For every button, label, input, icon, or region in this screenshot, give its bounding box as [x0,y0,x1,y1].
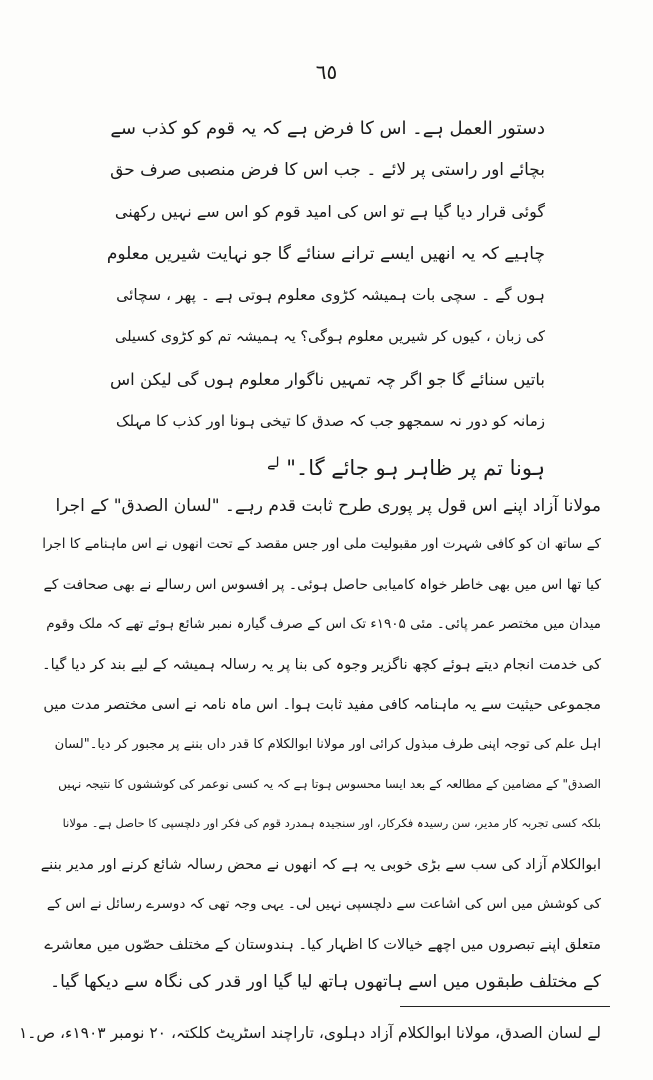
body-line: کیا تھا اس میں بھی خاطر خواہ کامیابی حاصل ہوئی۔ پر افسوس اس رسالے نے بھی صحافت کے [43,577,601,593]
body-line: مجموعی حیثیت سے یہ ماہنامہ کافی مفید ثابت ہوا۔ اس ماہ نامہ نے اسی مختصر مدت میں [43,697,601,713]
page-number: ٦٥ [315,60,338,84]
quote-line-text: ہونا تم پر ظاہر ہو جائے گا۔" [286,456,545,480]
quote-line: چاہیے کہ یہ انھیں ایسے ترانے سنائے گا جو نہایت شیریں معلوم [106,244,545,264]
quote-line: کی زبان ، کیوں کر شیریں معلوم ہوگی؟ یہ ہمیشہ تم کو کڑوی کسیلی [115,329,545,345]
body-line: ابوالکلام آزاد کی سب سے بڑی خوبی یہ ہے کہ انھوں نے محض رسالہ شائع کرنے اور مدیر بننے [40,857,601,873]
quote-line: باتیں سنائے گا جو اگر چہ تمہیں ناگوار معلوم ہوں گی لیکن اس [109,370,545,389]
quote-line: ہوں گے ۔ سچی بات ہمیشہ کڑوی معلوم ہوتی ہے ۔ پھر ، سچائی [116,286,545,304]
body-line: متعلق اپنے تبصروں میں اچھے خیالات کا اظہار کیا۔ ہندوستان کے مختلف حصّوں میں معاشرے [44,937,601,953]
body-text [41,0,601,1080]
body-line: کی کوشش میں اس کی اشاعت سے دلچسپی نہیں لی۔ یہی وجہ تھی کہ دوسرے رسائل نے اس کے [46,896,601,912]
footnote-marker: لے [267,455,280,471]
body-line: کے مختلف طبقوں میں اسے ہاتھوں ہاتھ لیا گیا اور قدر کی نگاہ سے دیکھا گیا۔ [50,972,601,992]
body-line: کی خدمت انجام دیتے ہوئے کچھ ناگزیر وجوہ کی بنا پر یہ رسالہ ہمیشہ کے لیے بند کر دیا گیا۔ [42,657,601,673]
body-line: بلکہ کسی تجربہ کار مدیر، سن رسیدہ فکرکار، اور سنجیدہ ہمدرد قوم کی فکر اور دلچسپی کا حاصل ہے۔ مولانا [62,816,601,830]
quote-line: دستور العمل ہے۔ اس کا فرض ہے کہ یہ قوم کو کذب سے [110,118,545,139]
body-line: مولانا آزاد اپنے اس قول پر پوری طرح ثابت قدم رہے۔ "لسان الصدق" کے اجرا [55,496,601,516]
body-line: میدان میں مختصر عمر پائی۔ مئی ۱۹۰۵ء تک اس کے صرف گیارہ نمبر شائع ہوئے تھے کہ ملک وقوم [46,616,601,632]
body-line: اہل علم کی توجہ اپنی طرف مبذول کرائی اور مولانا ابوالکلام کا قدر داں بننے پر مجبور کر دیا۔"لسان [54,737,601,752]
quote-line: گوئی قرار دیا گیا ہے تو اس کی امید قوم کو اس سے نہیں رکھنی [114,202,545,221]
body-line: الصدق" کے مضامین کے مطالعہ کے بعد ایسا محسوس ہوتا ہے کہ یہ کسی نوعمر کی کوششوں کا نتیجہ نہیں [58,777,601,791]
footnote: لے لسان الصدق، مولانا ابوالکلام آزاد دہلوی، تاراچند اسٹریٹ کلکتہ، ۲۰ نومبر ۱۹۰۳ء، ص۔۱ [18,1024,601,1042]
quote-line: زمانہ کو دور نہ سمجھو جب کہ صدق کا تیخی ہونا اور کذب کا مہلک [116,412,545,430]
body-line: کے ساتھ ان کو کافی شہرت اور مقبولیت ملی اور جس مقصد کے تحت انھوں نے اس ماہنامے کا اجرا [42,536,601,552]
footnote-divider [400,1006,610,1007]
quote-line: بچائے اور راستی پر لائے ۔ جب اس کا فرض منصبی صرف حق [110,160,545,180]
